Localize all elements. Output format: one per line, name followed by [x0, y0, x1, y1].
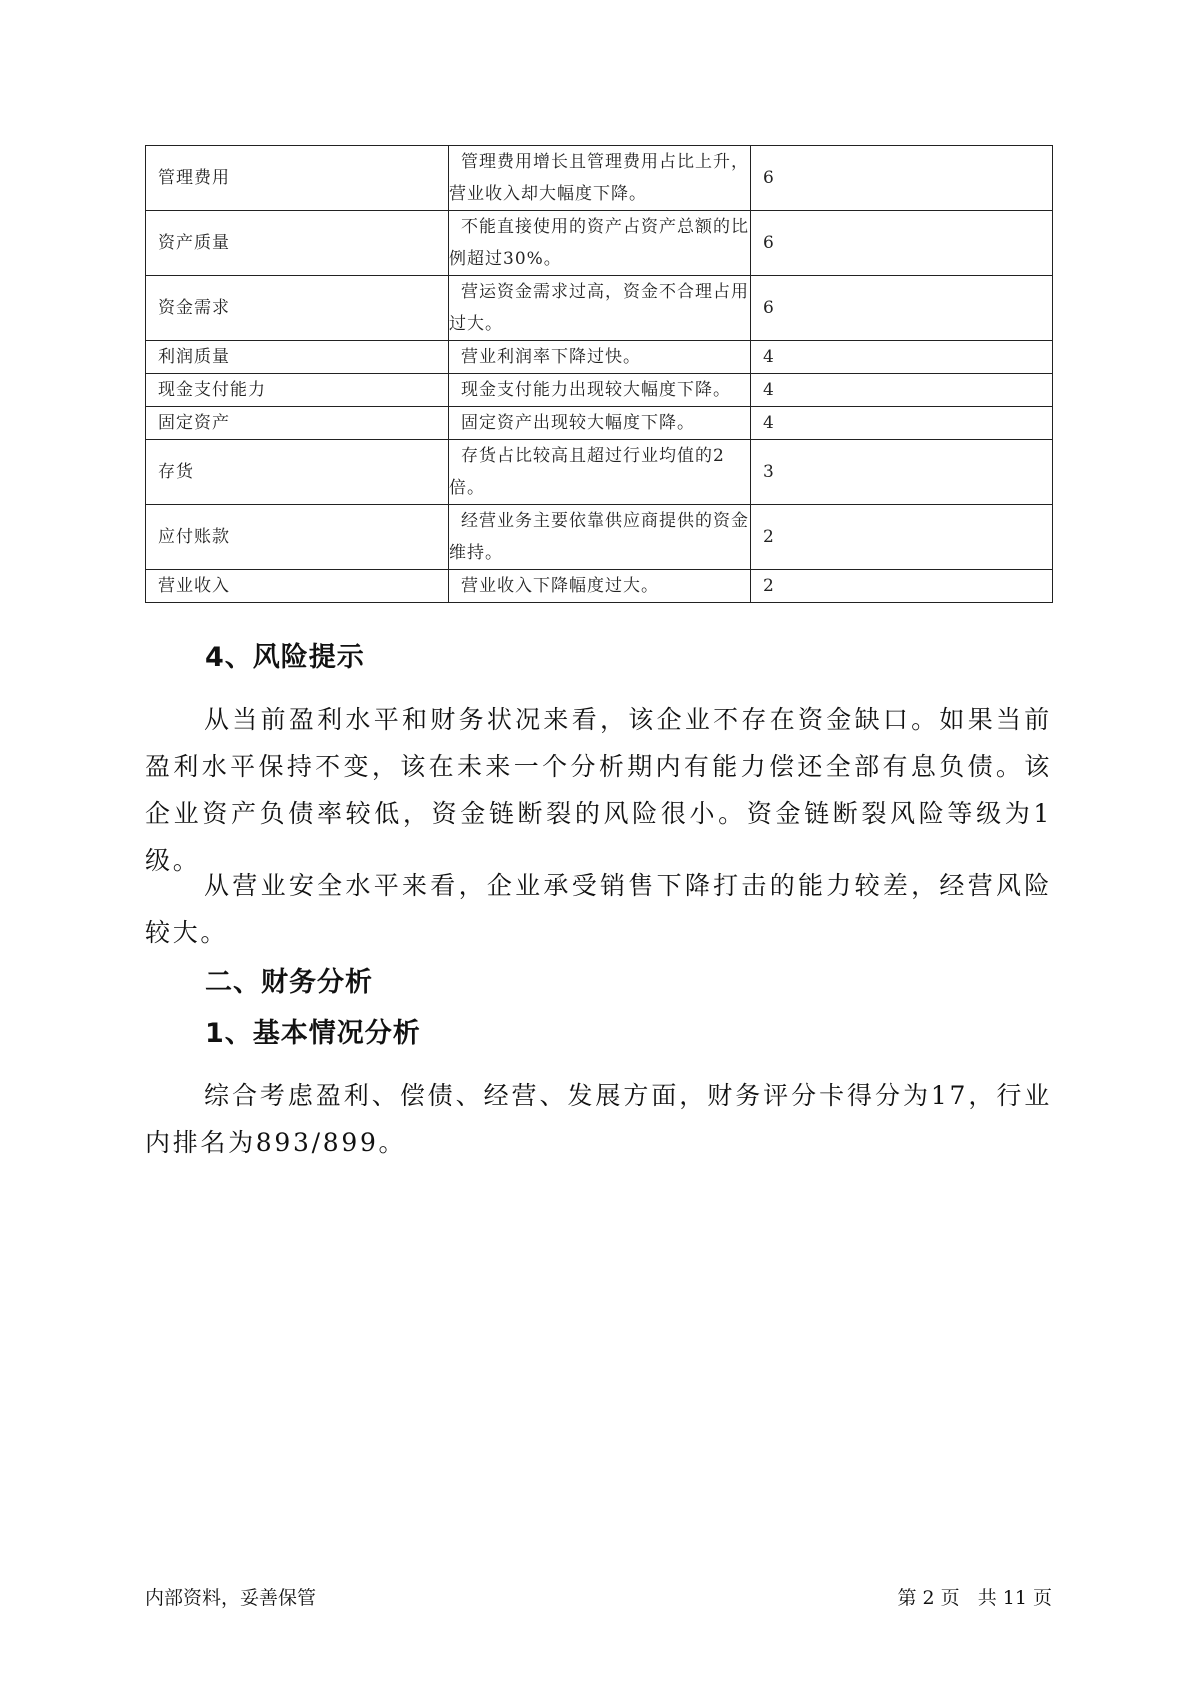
- table-row: [146, 276, 1053, 341]
- table-cell-desc: 固定资产出现较大幅度下降。: [449, 407, 751, 440]
- basic-analysis-heading: 1、基本情况分析: [205, 1018, 421, 1049]
- table-cell-score: 6: [751, 146, 1053, 211]
- table-cell-score: 3: [751, 440, 1053, 505]
- table-cell-desc: 经营业务主要依靠供应商提供的资金维持。: [449, 505, 751, 570]
- table-cell-item: 资金需求: [146, 276, 449, 341]
- table-cell-score: 6: [751, 276, 1053, 341]
- table-cell-desc: 不能直接使用的资产占资产总额的比例超过30%。: [449, 211, 751, 276]
- table-row: [146, 440, 1053, 505]
- table-cell-item: 营业收入: [146, 570, 449, 603]
- table-row: [146, 570, 1053, 603]
- table-cell-item: 存货: [146, 440, 449, 505]
- footer-confidential-note: 内部资料，妥善保管: [145, 1587, 317, 1609]
- basic-analysis-paragraph: 综合考虑盈利、偿债、经营、发展方面，财务评分卡得分为17，行业内排名为893/899。: [145, 1081, 1052, 1157]
- table-cell-desc: 存货占比较高且超过行业均值的2倍。: [449, 440, 751, 505]
- table-row: [146, 211, 1053, 276]
- table-cell-item: 固定资产: [146, 407, 449, 440]
- risk-paragraph-1: 从当前盈利水平和财务状况来看，该企业不存在资金缺口。如果当前盈利水平保持不变，该在未来一个分析期内有能力偿还全部有息负债。该企业资产负债率较低，资金链断裂的风险很小。资金链断裂风险等级为1级。: [145, 705, 1052, 875]
- table-cell-desc: 营业利润率下降过快。: [449, 341, 751, 374]
- finance-section-heading: 二、财务分析: [205, 967, 373, 998]
- table-cell-score: 2: [751, 505, 1053, 570]
- table-cell-item: 管理费用: [146, 146, 449, 211]
- table-cell-desc: 现金支付能力出现较大幅度下降。: [449, 374, 751, 407]
- footer-page-number: 第 2 页 共 11 页: [897, 1587, 1052, 1609]
- risk-paragraph-2: 从营业安全水平来看，企业承受销售下降打击的能力较差，经营风险较大。: [145, 871, 1052, 947]
- table-row: [146, 374, 1053, 407]
- table-cell-score: 4: [751, 374, 1053, 407]
- table-cell-desc: 营业收入下降幅度过大。: [449, 570, 751, 603]
- table-cell-score: 4: [751, 341, 1053, 374]
- table-cell-item: 应付账款: [146, 505, 449, 570]
- table-cell-score: 4: [751, 407, 1053, 440]
- risk-section-heading: 4、风险提示: [205, 642, 365, 673]
- table-row: [146, 505, 1053, 570]
- table-cell-score: 2: [751, 570, 1053, 603]
- table-cell-item: 资产质量: [146, 211, 449, 276]
- table-cell-item: 利润质量: [146, 341, 449, 374]
- table-row: [146, 146, 1053, 211]
- table-row: [146, 341, 1053, 374]
- table-cell-item: 现金支付能力: [146, 374, 449, 407]
- table-cell-desc: 营运资金需求过高，资金不合理占用过大。: [449, 276, 751, 341]
- risk-indicator-table: [145, 145, 1053, 603]
- table-row: [146, 407, 1053, 440]
- table-cell-desc: 管理费用增长且管理费用占比上升，营业收入却大幅度下降。: [449, 146, 751, 211]
- table-cell-score: 6: [751, 211, 1053, 276]
